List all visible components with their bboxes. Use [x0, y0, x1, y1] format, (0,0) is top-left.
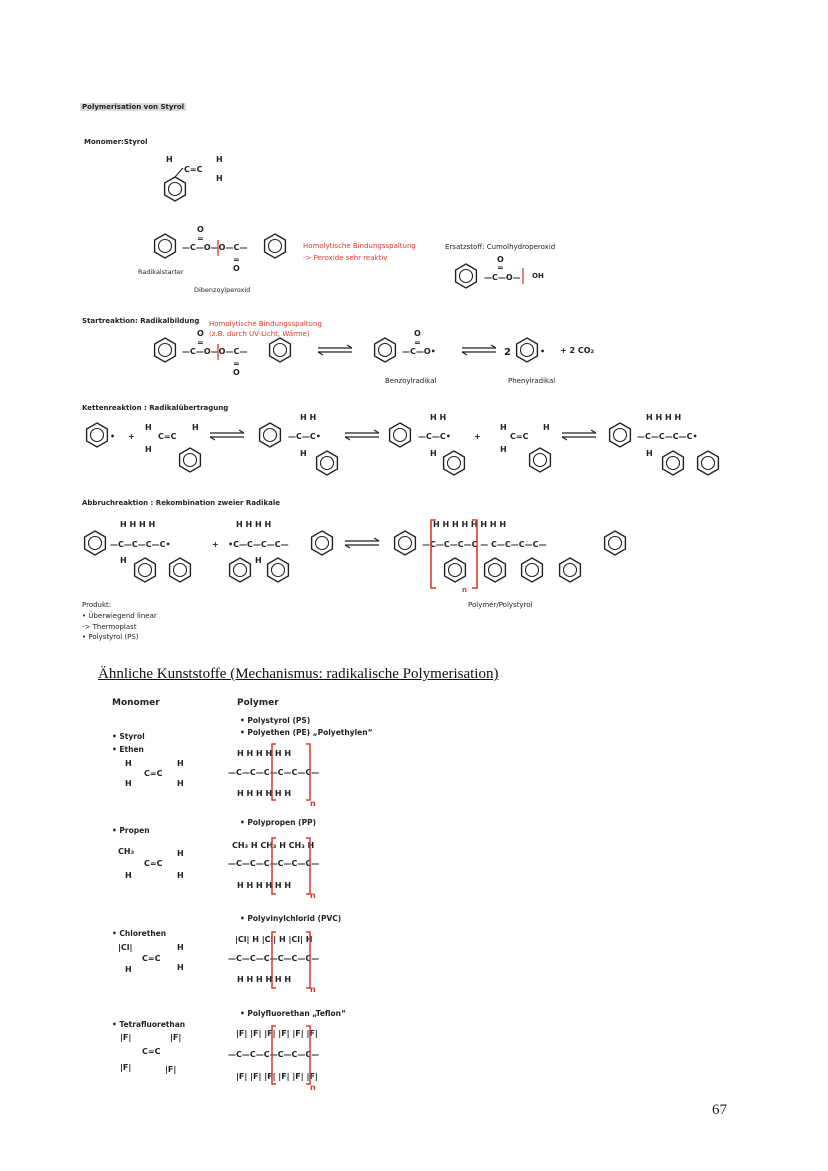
svg-text:—C—O•: —C—O•	[402, 347, 436, 356]
svg-text:H: H	[192, 423, 199, 432]
svg-text:|F| |F| |F| |F| |F| |F|: |F| |F| |F| |F| |F| |F|	[236, 1072, 318, 1081]
dibenzoyl-peroxide	[155, 225, 286, 273]
benzoyl-label: Benzoylradikal	[385, 377, 437, 385]
svg-text:H H H H H H: H H H H H H	[237, 881, 292, 890]
svg-text:H: H	[125, 759, 132, 768]
pvc-chain	[228, 932, 319, 994]
svg-text:H H H H H H H: H H H H H H H H	[433, 520, 507, 529]
svg-text:—C—C—C—C — C—C—C—C—: —C—C—C—C — C—C—C—C—	[422, 540, 547, 549]
substitute-label: Ersatzstoff: Cumolhydroperoxid	[445, 243, 556, 251]
svg-text:H: H	[125, 965, 132, 974]
svg-text:—C—C—C—C•: —C—C—C—C•	[637, 432, 698, 441]
svg-text:=: =	[197, 234, 204, 243]
svg-text:CH₃: CH₃	[118, 847, 135, 856]
svg-text:H: H	[177, 963, 184, 972]
svg-text:•C—C—C—C—: •C—C—C—C—	[228, 540, 289, 549]
polymer-teflon: • Polyfluorethan „Teflon“	[240, 1009, 346, 1018]
svg-text:•: •	[540, 347, 546, 356]
svg-text:O: O	[197, 225, 204, 234]
svg-text:C=C: C=C	[142, 954, 161, 963]
svg-text:H H: H H	[300, 413, 317, 422]
product-item-2: -> Thermoplast	[82, 623, 137, 631]
svg-text:—C—C•: —C—C•	[418, 432, 451, 441]
svg-text:—C—O—O—C—: —C—O—O—C—	[182, 243, 248, 252]
svg-text:H H H H H H: H H H H H H	[237, 749, 292, 758]
svg-text:H: H	[177, 849, 184, 858]
product-item-3: • Polystyrol (PS)	[82, 633, 139, 641]
svg-text:C=C: C=C	[144, 859, 163, 868]
svg-text:•: •	[110, 432, 116, 441]
polymer-pvc: • Polyvinylchlorid (PVC)	[240, 914, 342, 923]
polymer-label: Polymer/Polystyrol	[468, 601, 533, 609]
page-number: 67	[712, 1102, 727, 1118]
ethene-monomer	[125, 759, 184, 788]
termination-reaction	[85, 520, 626, 588]
start-reaction	[155, 329, 546, 377]
radical-starter-label: Radikalstarter	[138, 268, 184, 276]
svg-text:|Cl|: |Cl|	[118, 943, 133, 952]
svg-text:H: H	[216, 174, 223, 183]
svg-text:—C—C—C—C•: —C—C—C—C•	[110, 540, 171, 549]
svg-text:H H H H H H: H H H H H H	[237, 975, 292, 984]
svg-text:H H H H: H H H H	[236, 520, 272, 529]
svg-text:H: H	[125, 779, 132, 788]
svg-text:H: H	[177, 871, 184, 880]
styrene-monomer	[165, 155, 223, 201]
chlorethene-monomer	[118, 943, 184, 974]
svg-text:H H H H: H H H H	[646, 413, 682, 422]
polymer-pe: • Polyethen (PE) „Polyethylen“	[240, 728, 373, 737]
svg-text:C=C: C=C	[184, 165, 203, 174]
svg-text:H: H	[430, 449, 437, 458]
svg-text:H: H	[145, 423, 152, 432]
start-title: Startreaktion: Radikalbildung	[82, 317, 200, 325]
svg-text:—C—C—C—C—C—C—: —C—C—C—C—C—C—	[228, 1050, 320, 1059]
svg-text:=: =	[233, 255, 240, 264]
co2-product: + 2 CO₂	[560, 346, 595, 355]
svg-text:+: +	[474, 432, 481, 441]
chain-title: Kettenreaktion : Radikalübertragung	[82, 404, 229, 412]
svg-text:CH₃ H CH₃ H CH₃ H: CH₃ H CH₃ H CH₃ H	[232, 841, 315, 850]
svg-text:C=C: C=C	[142, 1047, 161, 1056]
svg-text:H: H	[125, 871, 132, 880]
svg-text:|F| |F| |F| |F| |F| |F|: |F| |F| |F| |F| |F| |F|	[236, 1029, 318, 1038]
svg-text:|F|: |F|	[165, 1065, 177, 1074]
svg-text:C=C: C=C	[144, 769, 163, 778]
svg-text:—C—O—: —C—O—	[484, 273, 521, 282]
svg-text:n: n	[310, 985, 316, 994]
monomer-label: Monomer:Styrol	[84, 138, 148, 146]
initiator-name: Dibenzoylperoxid	[194, 286, 251, 294]
svg-text:|F|: |F|	[170, 1033, 182, 1042]
cumene-hydroperoxide	[456, 255, 523, 288]
propene-monomer	[118, 847, 184, 880]
termination-title: Abbruchreaktion : Rekombination zweier Radikale	[82, 499, 280, 507]
svg-text:H H H H H H: H H H H H H	[237, 789, 292, 798]
svg-text:|F|: |F|	[120, 1063, 132, 1072]
polymer-pp: • Polypropen (PP)	[240, 818, 316, 827]
monomer-tetrafluorethan: • Tetrafluorethan	[112, 1020, 186, 1029]
svg-text:|Cl| H |Cl| H |Cl| H: |Cl| H |Cl| H |Cl| H	[235, 935, 313, 944]
tetrafluoroethene-monomer	[120, 1033, 181, 1074]
svg-text:+: +	[128, 432, 135, 441]
svg-text:O: O	[197, 329, 204, 338]
svg-text:H: H	[500, 423, 507, 432]
svg-text:H: H	[300, 449, 307, 458]
chain-reaction	[87, 413, 719, 475]
svg-text:H: H	[646, 449, 653, 458]
svg-text:C=C: C=C	[510, 432, 529, 441]
svg-text:=: =	[197, 338, 204, 347]
svg-text:n: n	[310, 891, 316, 900]
svg-text:H: H	[166, 155, 173, 164]
svg-text:—C—O—O—C—: —C—O—O—C—	[182, 347, 248, 356]
svg-text:n: n	[310, 799, 316, 808]
svg-text:2: 2	[504, 347, 511, 358]
phenyl-label: Phenylradikal	[508, 377, 556, 385]
initiator-note-2: -> Peroxide sehr reaktiv	[303, 254, 388, 262]
hydroperoxide-oh: OH	[532, 272, 544, 280]
svg-text:H: H	[145, 445, 152, 454]
svg-text:|F|: |F|	[120, 1033, 132, 1042]
polymer-ps: • Polystyrol (PS)	[240, 716, 311, 725]
svg-text:H H: H H	[430, 413, 447, 422]
monomer-chlorethen: • Chlorethen	[112, 929, 167, 938]
svg-text:—C—C—C—C—C—C—: —C—C—C—C—C—C—	[228, 859, 320, 868]
monomer-propen: • Propen	[112, 826, 150, 835]
svg-text:C=C: C=C	[158, 432, 177, 441]
product-label: Produkt:	[82, 601, 112, 609]
svg-text:H: H	[543, 423, 550, 432]
svg-text:=: =	[414, 338, 421, 347]
repeat-n: n	[462, 586, 467, 594]
svg-text:H: H	[177, 759, 184, 768]
svg-text:O: O	[414, 329, 421, 338]
svg-text:H: H	[120, 556, 127, 565]
svg-text:O: O	[233, 368, 240, 377]
svg-text:H: H	[216, 155, 223, 164]
svg-text:H H H H: H H H H	[120, 520, 156, 529]
svg-text:=: =	[497, 263, 504, 272]
svg-text:H: H	[500, 445, 507, 454]
similar-heading: Ähnliche Kunststoffe (Mechanismus: radikalische Polymerisation)	[98, 666, 499, 682]
svg-text:H: H	[177, 779, 184, 788]
start-note-2: (z.B. durch UV-Licht, Wärme)	[209, 330, 310, 338]
svg-text:H: H	[177, 943, 184, 952]
svg-text:O: O	[233, 264, 240, 273]
svg-text:—C—C—C—C—C—C—: —C—C—C—C—C—C—	[228, 954, 320, 963]
svg-text:—C—C•: —C—C•	[288, 432, 321, 441]
section-title: Polymerisation von Styrol	[82, 103, 185, 111]
svg-text:+: +	[212, 540, 219, 549]
teflon-chain	[228, 1026, 319, 1092]
col-monomer: Monomer	[112, 698, 160, 708]
svg-text:=: =	[233, 359, 240, 368]
product-item-1: • Überwiegend linear	[82, 612, 157, 620]
initiator-note-1: Homolytische Bindungsspaltung	[303, 242, 416, 250]
polyethylene-chain	[228, 744, 319, 808]
svg-text:H: H	[255, 556, 262, 565]
svg-text:n: n	[310, 1083, 316, 1092]
col-polymer: Polymer	[237, 698, 279, 708]
svg-text:O: O	[497, 255, 504, 264]
start-note-1: Homolytische Bindungsspaltung	[209, 320, 322, 328]
monomer-styrol: • Styrol	[112, 732, 145, 741]
polypropylene-chain	[228, 838, 319, 900]
monomer-ethen: • Ethen	[112, 745, 144, 754]
svg-text:—C—C—C—C—C—C—: —C—C—C—C—C—C—	[228, 768, 320, 777]
